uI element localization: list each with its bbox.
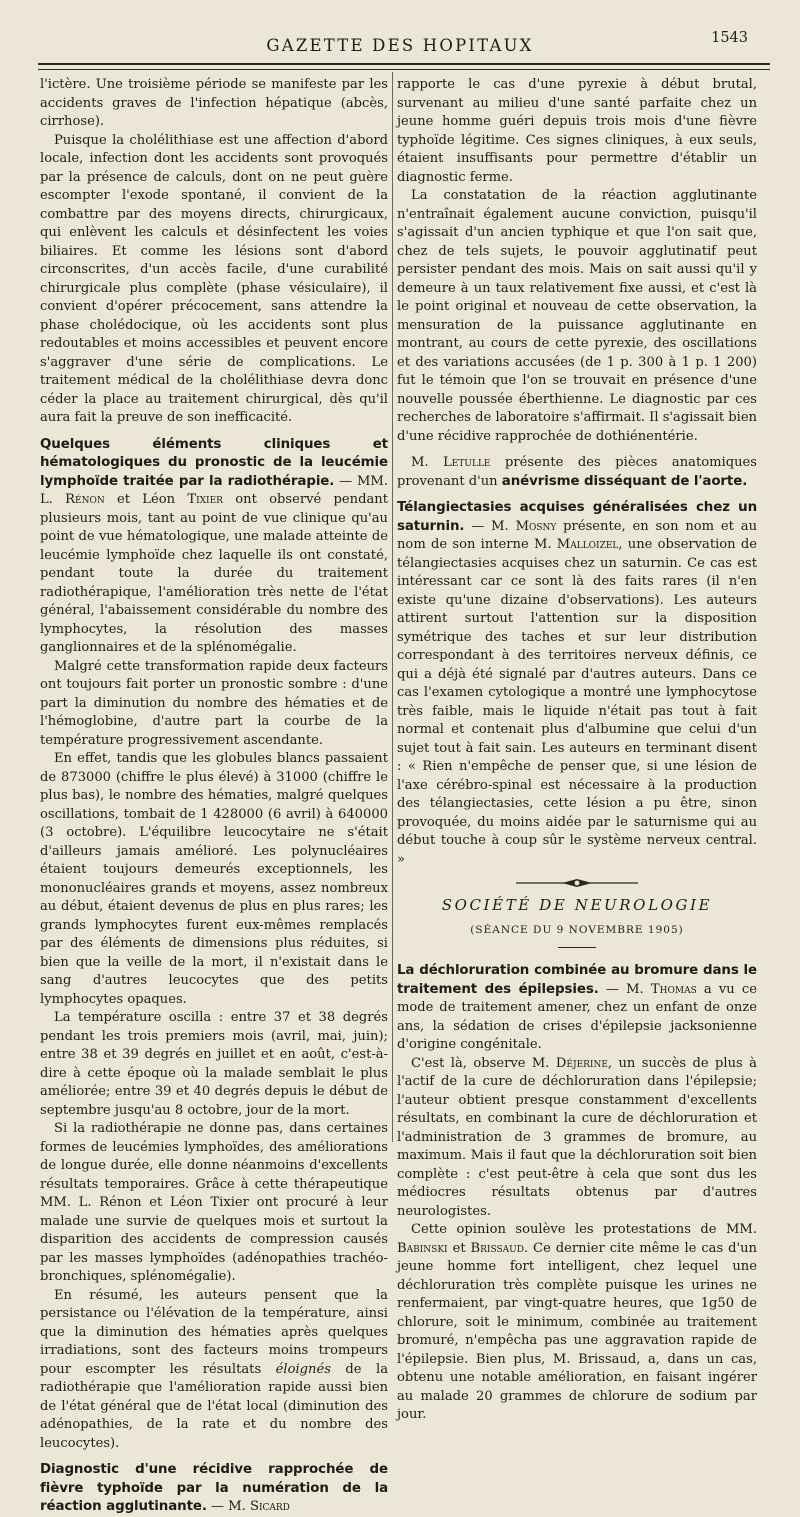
paragraph: Malgré cette transformation rapide deux facteurs ont toujours fait porter un pronostic sombre : d'une part la diminution du nombre des hématies et de l'hémoglobine, d'autre part la courbe de la température progressivement ascendante. [40,658,388,748]
page-header [40,30,760,64]
ornament-divider [512,878,642,888]
society-title: SOCIÉTÉ DE NEUROLOGIE [441,896,713,914]
article-epilepsy: La déchloruration combinée au bromure dans le traitement des épilepsies. — M. Thomas a vu ce mode de traitement amener, chez un enfant de onze ans, la sédation de crises d'épilepsie jacksonienne d'origine congénitale. [397,963,757,1052]
paragraph: Puisque la cholélithiase est une affection d'abord locale, infection dont les accidents sont provoqués par la présence de calculs, dont on ne peut guère escompter l'exode spontané, il convient de la combattre par des moyens directs, chirurgicaux, qui enlèvent les calculs et désinfectent les voies biliaires. Et comme les lésions sont d'abord circonscrites, d'un accès facile, d'une curabilité chirurgicale plus complète (phase vésiculaire), il convient d'opérer précocement, sans attendre la phase cholédocique, où les accidents sont plus redoutables et moins accessibles et peuvent encore s'aggraver d'une série de complications. Le traitement médical de la cholélithiase devra donc céder la place au traitement chirurgical, dès qu'il aura fait la preuve de son inefficacité. [40,132,388,425]
article-typhoid: Diagnostic d'une récidive rapprochée de fièvre typhoïde par la numération de la réaction agglutinante. — M. Sicard [40,1462,388,1514]
header-rule-thin [38,69,770,70]
paragraph: C'est là, observe M. Déjerine, un succès de plus à l'actif de la cure de déchloruration dans l'épilepsie; l'auteur obtient presque constamment d'excellents résultats, en combinant la cure de déchloruration et l'administration de 3 grammes de bromure, au maximum. Mais il faut que la déchloruration soit bien complète : c'est peut-être à cela que sont dus les médiocres résultats obtenus par d'autres neurologistes. [397,1055,757,1219]
section-heading: La déchloruration combinée au bromure dans le traitement des épilepsies. [397,963,757,997]
emphasis: éloignés [275,1361,331,1377]
author-name: Mosny [515,518,557,534]
section-heading: Quelques éléments cliniques et hématologiques du pronostic de la leucémie lymphoïde traitée par la radiothérapie. [40,436,388,489]
page-number: 1543 [711,30,748,46]
section-heading: anévrisme disséquant de l'aorte. [501,473,748,489]
author-name: Babinski [397,1240,448,1256]
paragraph: rapporte le cas d'une pyrexie à début brutal, survenant au milieu d'une santé parfaite chez un jeune homme guéri depuis trois mois d'une fièvre typhoïde légitime. Ces signes cliniques, à eux seuls, étaient insuffisants pour permettre d'établir un diagnostic ferme. [397,77,757,185]
header-rule [38,63,770,65]
left-column [40,76,388,1514]
author-name: Rénon [65,492,105,507]
author-name: Malloizel [556,537,619,552]
session-date: (SÉANCE DU 9 NOVEMBRE 1905) [470,923,684,936]
article-aneurysm: M. Letulle présente des pièces anatomiques provenant d'un anévrisme disséquant de l'aorte. [397,455,757,489]
paragraph: La température oscilla : entre 37 et 38 degrés pendant les trois premiers mois (avril, mai, juin); entre 38 et 39 degrés en juillet et en août, c'est-à-dire à cette époque où la malade semblait le plus améliorée; entre 39 et 40 degrés depuis le début de septembre jusqu'au 8 octobre, jour de la mort. [40,1010,388,1118]
paragraph: l'ictère. Une troisième période se manifeste par les accidents graves de l'infection hépatique (abcès, cirrhose). [40,77,388,129]
column-divider [392,72,393,1142]
section-heading: Télangiectasies acquises généralisées chez un saturnin. [397,500,757,534]
paragraph: Cette opinion soulève les protestations de MM. Babinski et Brissaud. Ce dernier cite même le cas d'un jeune homme fort intelligent, chez lequel une déchloruration très complète puisque les urines ne renfermaient, par vingt-quatre heures, que 1g50 de chlorure, soit le minimum, combinée au traitement bromuré, n'empêcha pas une aggravation rapide de l'épilepsie. Bien plus, M. Brissaud, a, dans un cas, obtenu une notable amélioration, en faisant ingérer au malade 20 grammes de chlorure de sodium par jour. [397,1222,757,1422]
running-title: GAZETTE DES HOPITAUX [266,36,534,55]
author-name: Thomas [650,981,697,997]
article-leukemia: Quelques éléments cliniques et hématologiques du pronostic de la leucémie lymphoïde traitée par la radiothérapie. — MM. L. Rénon et Léon Tixier ont observé pendant plusieurs mois, tant au point de vue clinique qu'au point de vue hématologique, une malade atteinte de leucémie lymphoïde chez laquelle ils ont constaté, pendant toute la durée du traitement radiothérapique, l'amélioration très nette de l'état général, l'abaissement considérable du nombre des lymphocytes, la résolution des masses ganglionnaires et de la splénomégalie. [40,436,388,655]
author-name: Déjerine [555,1055,608,1071]
paragraph: Si la radiothérapie ne donne pas, dans certaines formes de leucémies lymphoïdes, des améliorations de longue durée, elle donne néanmoins d'excellents résultats temporaires. Grâce à cette thérapeutique MM. L. Rénon et Léon Tixier ont procuré à leur malade une survie de quelques mois et surtout la disparition des accidents de compression causés par les masses lymphoïdes (adénopathies trachéo-bronchiques, splénomégalie). [40,1121,388,1284]
right-column [397,76,758,1422]
paragraph: En effet, tandis que les globules blancs passaient de 873000 (chiffre le plus élevé) à 31000 (chiffre le plus bas), le nombre des hématies, malgré quelques oscillations, tombait de 1 428000 (6 avril) à 640000 (3 octobre). L'équilibre leucocytaire ne s'était d'ailleurs jamais amélioré. Les polynucléaires étaient toujours demeurés exceptionnels, les mononucléaires grands et moyens, assez nombreux au début, étaient devenus de plus en plus rares; les grands lymphocytes furent eux-mêmes remplacés par des éléments de dimensions plus réduites, si bien que la veille de la mort, il n'existait dans le sang d'autres leucocytes que des petits lymphocytes opaques. [40,751,388,1007]
paragraph: En résumé, les auteurs pensent que la persistance ou l'élévation de la température, ainsi que la diminution des hématies après quelques irradiations, sont des facteurs moins trompeurs pour escompter les résultats éloignés de la radiothérapie que l'amélioration rapide aussi bien de l'état général que de l'état local (diminution des adénopathies, de la rate et du nombre des leucocytes). [40,1287,388,1451]
paragraph: La constatation de la réaction agglutinante n'entraînait également aucune conviction, puisqu'il s'agissait d'un ancien typhique et que l'on sait que, chez de tels sujets, le pouvoir agglutinatif peut persister pendant des mois. Mais on sait aussi qu'il y demeure à un taux relativement fixe aussi, et c'est là le point original et nouveau de cette observation, la mensuration de la puissance agglutinante en montrant, au cours de cette pyrexie, des oscillations et des variations accusées (de 1 p. 300 à 1 p. 1 200) fut le témoin que l'on se trouvait en présence d'une nouvelle poussée éberthienne. Le diagnostic par ces recherches de laboratoire s'affirmait. Il s'agissait bien d'une récidive rapprochée de dothiénentérie. [397,188,757,444]
author-name: Letulle [443,455,491,470]
author-name: Sicard [250,1499,290,1514]
author-name: Tixier [187,492,223,507]
session-rule [558,947,596,948]
article-telangiectasia: Télangiectasies acquises généralisées chez un saturnin. — M. Mosny présente, en son nom et au nom de son interne M. Malloizel, une observation de télangiectasies acquises chez un saturnin. Ce cas est intéressant car ce sont là des faits rares (il n'en existe qu'une dizaine d'observations). Les auteurs attirent surtout l'attention sur la disposition symétrique des taches et sur leur distribution correspondant à des territoires nerveux définis, ce qui a déjà été signalé par d'autres auteurs. Dans ce cas l'examen cytologique a montré une lymphocytose très faible, mais le liquide n'était pas tout à fait normal et contenait plus d'albumine que celui d'un sujet tout à fait sain. Les auteurs en terminant disent : « Rien n'empêche de penser que, si une lésion de l'axe cérébro-spinal est nécessaire à la production des télangiectasies, cette lésion a pu être, sinon provoquée, du moins aidée par le saturnisme qui au début touche à coup sûr le système nerveux central. » [397,500,758,867]
section-heading: Diagnostic d'une récidive rapprochée de fièvre typhoïde par la numération de la réaction agglutinante. [40,1462,388,1514]
author-name: Brissaud [470,1240,524,1256]
